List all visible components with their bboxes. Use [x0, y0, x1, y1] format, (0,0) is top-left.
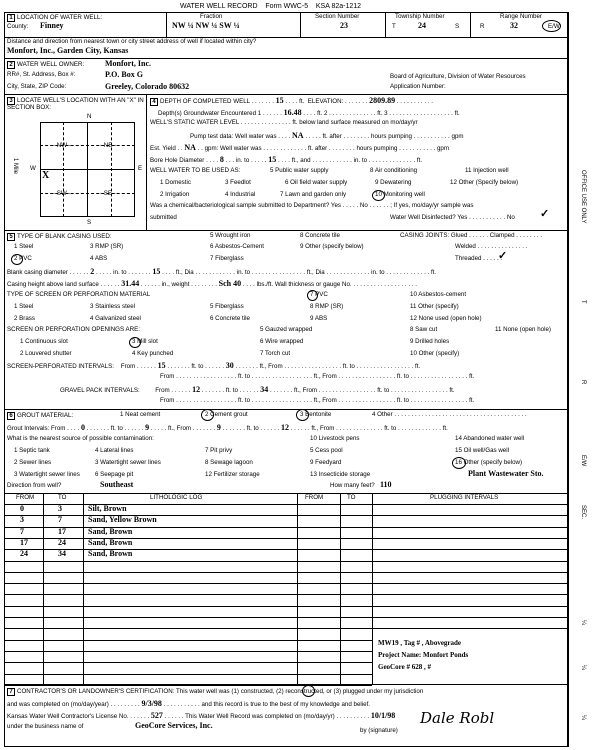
grid-sw: - SW -	[53, 190, 71, 197]
log-from: 3	[20, 515, 24, 525]
contam-16-circle	[452, 457, 466, 469]
screen-8: 8 RMP (SR)	[310, 303, 344, 310]
grout-label: 6 GROUT MATERIAL:	[7, 412, 73, 420]
township-value: 24	[418, 21, 426, 30]
log-header-litho: LITHOLOGIC LOG	[150, 494, 203, 501]
log-from: 0	[20, 504, 24, 513]
log-from: 24	[20, 549, 28, 559]
log-row-line	[4, 651, 372, 652]
mill-slot-circle	[129, 337, 141, 348]
county-value: Finney	[40, 21, 64, 30]
open-4: 4 Key punched	[132, 350, 174, 357]
contam-4: 4 Lateral lines	[95, 447, 134, 454]
contam-9: 12 Fertilizer storage	[205, 471, 260, 478]
spi-row2: From . . . . . . . . . . . . . . . . . . ft. to . . . . . . . . . . . . . . . . . . ft., From . . . . . . . . . . . . . . . . . ft. to . . . . . . . . . . . . . . . . . ft.	[160, 373, 475, 380]
section-value: 23	[340, 21, 348, 30]
use-1: 1 Domestic	[160, 179, 191, 186]
cert-line1: 7 CONTRACTOR'S OR LANDOWNER'S CERTIFICATION: This water well was (1) constructed, (2) reconstructed, or (3) plugged under my jurisdiction	[7, 688, 423, 696]
grout-1: 1 Neat cement	[120, 411, 161, 418]
log-header-from2: FROM	[305, 494, 324, 501]
contam-8: 8 Sewage lagoon	[205, 459, 253, 466]
use-7: 7 Lawn and garden only	[280, 191, 347, 198]
log-row-line	[4, 606, 568, 607]
log-header-to: TO	[58, 494, 67, 501]
open-7: 7 Torch cut	[260, 350, 291, 357]
use-10: 10 Monitoring well	[375, 191, 425, 198]
use-12: 12 Other (Specify below)	[450, 179, 519, 186]
sec5-label: 5 TYPE OF BLANK CASING USED:	[7, 233, 112, 241]
note-2: Project Name: Monfort Ponds	[378, 651, 469, 659]
open-2: 2 Louvered shutter	[20, 350, 72, 357]
contam-5: 3 Watertight sewer lines	[95, 459, 161, 466]
contam-7: 7 Pit privy	[205, 447, 233, 454]
range-label: Range Number	[500, 13, 542, 20]
screen-1: 1 Steel	[14, 303, 34, 310]
note-3: GeoCore # 628 , #	[378, 663, 431, 671]
casing-3: 3 RMP (SR)	[90, 243, 124, 250]
feet-value: 110	[380, 480, 392, 489]
screen-9: 9 ABS	[310, 315, 328, 322]
open-5: 5 Gauzed wrapped	[260, 326, 313, 333]
screen-7: 7 PVC	[310, 291, 328, 298]
casing-5: 5 Wrought iron	[210, 232, 251, 239]
note-1: MW19 , Tag # , Abovegrade	[378, 639, 462, 647]
county-label: County:	[7, 23, 29, 30]
ew-circle	[542, 20, 561, 32]
bore-row: Bore Hole Diameter . . . . 8 . . . in. to . . . . . 15 . . . . ft., and . . . . . . . . . . . . in. to . . . . . . . . . . . . . . ft.	[150, 155, 423, 164]
open-3: 3 Mill slot	[132, 338, 158, 345]
sec2-label: 2 WATER WELL OWNER:	[7, 61, 84, 69]
screen-11: 11 Other (specify)	[410, 303, 459, 310]
open-10: 10 Other (specify)	[410, 350, 460, 357]
contam-plant: Plant Wastewater Sto.	[468, 469, 544, 478]
log-desc: Sand, Brown	[88, 537, 133, 547]
screen-10: 10 Asbestos-cement	[410, 291, 467, 298]
use-9: 9 Dewatering	[375, 179, 412, 186]
grid-e: E	[138, 165, 143, 172]
rr-label: RR#, St. Address, Box #:	[7, 71, 76, 78]
township-t: T	[392, 23, 396, 30]
grout-intervals: Grout Intervals: From . . . . 0 . . . . . . . ft. to . . . . . . 9 . . . . . ft., From . . . . . . . 9 . . . . . . . ft. to . . . . . . 12 . . . . . . ft., From . . . . . . . . . . . . . . ft. to . . . . . . . . . . . . . ft.	[7, 423, 448, 432]
log-from: 17	[20, 537, 28, 547]
grid-n: N	[87, 113, 92, 120]
board-label: Board of Agriculture, Division of Water Resources	[390, 73, 526, 80]
pvc-circle	[11, 254, 23, 265]
side-sec: SEC.	[580, 505, 586, 520]
diameter-row: Blank casing diameter . . . . . . 2 . . . . . in. to . . . . . . . 15 . . . . ft., Dia . . . . . . . . . . . . in. to . . . . . . . . . . . . . . . . ft., Dia . . . . . . . . . . . . . in. to . . . . . . . . . . . . . ft.	[7, 267, 437, 276]
threaded-check: ✓	[498, 250, 508, 262]
use-10-circle	[372, 190, 385, 201]
well-x-mark: X	[42, 170, 50, 181]
rr-value: P.O. Box G	[105, 70, 143, 79]
side-q1: ¼	[580, 620, 586, 626]
gp-row2: From . . . . . . . . . . . . . . . . . . ft. to . . . . . . . . . . . . . . . . . . ft., From . . . . . . . . . . . . . . . . . ft. to . . . . . . . . . . . . . . . . . ft.	[160, 397, 475, 404]
grid-w: W	[30, 165, 36, 172]
welded-row: Welded . . . . . . . . . . . . . . .	[455, 243, 528, 250]
township-s: S	[455, 23, 460, 30]
side-q3: ¼	[580, 715, 586, 721]
contam-14: 14 Abandoned water well	[455, 435, 525, 442]
screen-3: 3 Stainless steel	[90, 303, 136, 310]
side-ew: E/W	[580, 455, 586, 467]
casing-6: 6 Asbestos-Cement	[210, 243, 264, 250]
side-t: T	[580, 300, 586, 304]
grout-2: 2 Cement grout	[205, 411, 248, 418]
sec3-label: 3 LOCATE WELL'S LOCATION WITH AN "X" IN SECTION BOX:	[7, 97, 144, 111]
depth-row: 4 DEPTH OF COMPLETED WELL . . . . . . . 15 . . . . ft. ELEVATION: . . . . . . . 2809.89 . . . . . . . . . . .	[150, 97, 433, 106]
grid-s: S	[87, 219, 92, 226]
casing-2: 2 PVC	[14, 255, 32, 262]
log-desc: Sand, Yellow Brown	[88, 515, 157, 525]
screen-12: 12 None used (open hole)	[410, 315, 482, 322]
range-r: R	[480, 23, 485, 30]
open-6: 6 Wire wrapped	[260, 338, 304, 345]
signature-label: by (signature)	[360, 727, 398, 734]
fraction-label: Fraction	[200, 13, 223, 20]
log-desc: Sand, Brown	[88, 526, 133, 536]
use-3: 3 Feedlot	[225, 179, 251, 186]
contam-1: 1 Septic tank	[14, 447, 50, 454]
use-4: 4 Industrial	[225, 191, 256, 198]
contam-6: 6 Seepage pit	[95, 471, 134, 478]
screen-label: TYPE OF SCREEN OR PERFORATION MATERIAL	[7, 291, 151, 298]
log-desc: Sand, Brown	[88, 549, 133, 559]
range-value: 32	[510, 21, 518, 30]
log-row-line	[4, 561, 568, 562]
constructed-circle	[302, 685, 315, 697]
contam-11: 5 Cess pool	[310, 447, 343, 454]
use-11: 11 Injection well	[465, 167, 509, 174]
screen-5: 5 Fiberglass	[210, 303, 244, 310]
log-to: 34	[58, 549, 66, 559]
owner-value: Monfort, Inc.	[105, 59, 151, 68]
city-value: Greeley, Colorado 80632	[105, 82, 190, 91]
chem-row: Was a chemical/bacteriological sample submitted to Department? Yes . . . . . No . . . . . . ; If yes, mo/day/yr sample was	[150, 202, 474, 209]
direction-label: Direction from well?	[7, 482, 62, 489]
side-q2: ¼	[580, 665, 586, 671]
log-to: 24	[58, 537, 66, 547]
use-5: 5 Public water supply	[270, 167, 329, 174]
groundwater-row: Depth(s) Groundwater Encountered 1 . . . . . . 16.48 . . . . ft. 2 . . . . . . . . . . . . . . ft. 3 . . . . . . . . . . . . . . . . . . . ft.	[158, 108, 460, 117]
yield-row: Est. Yield . . NA . . gpm: Well water was . . . . . . . . . . . . . ft. after . . . . . . . . hours pumping . . . . . . . . . . . gpm	[150, 143, 449, 152]
contam-label: What is the nearest source of possible contamination:	[7, 435, 154, 442]
casing-8: 8 Concrete tile	[300, 232, 340, 239]
log-to: 7	[58, 515, 62, 525]
open-9: 9 Drilled holes	[410, 338, 450, 345]
log-row-line	[4, 674, 372, 675]
distance-value: Monfort, Inc., Garden City, Kansas	[7, 46, 129, 55]
signature: Dale Robl	[420, 709, 495, 727]
grout-4: 4 Other . . . . . . . . . . . . . . . . . . . . . . . . . . . . . . . . . . . . . . .	[372, 411, 527, 418]
log-row-line	[4, 628, 568, 629]
casing-7: 7 Fiberglass	[210, 255, 244, 262]
cert-line3: Kansas Water Well Contractor's License No. . . . . . . 527 . . . . . . This Water Well Record was completed on (mo/day/yr) . . . . . . . . . . 10/1/98	[7, 711, 396, 720]
grout-3: 3 Bentonite	[300, 411, 332, 418]
log-row-line	[4, 594, 568, 595]
contam-15: 15 Oil well/Gas well	[455, 447, 509, 454]
pump-row: Pump test data: Well water was . . . . NA . . . . . ft. after . . . . . . . . hours pumping . . . . . . . . . . . gpm	[190, 131, 464, 140]
open-8: 8 Saw cut	[410, 326, 438, 333]
mile-label: 1 Mile	[12, 158, 18, 175]
log-to: 3	[58, 504, 62, 513]
use-8: 8 Air conditioning	[370, 167, 418, 174]
contam-12: 9 Feedyard	[310, 459, 342, 466]
log-to: 17	[58, 526, 66, 536]
log-row-line	[4, 640, 372, 641]
grout-3-circle	[296, 409, 309, 421]
height-row: Casing height above land surface . . . . . . 31.44 . . . . . . in., weight . . . . . . . . Sch 40 . . . . lbs./ft. Wall thickness or gauge No. . . . . . . . . . . . . . . . . . . .	[7, 279, 417, 288]
threaded-row: Threaded . . . . . .	[455, 255, 503, 262]
contam-10: 10 Livestock pens	[310, 435, 360, 442]
business-label: under the business name of	[7, 723, 84, 730]
casing-4: 4 ABS	[90, 255, 108, 262]
section-label: Section Number	[315, 13, 360, 20]
joints-row: CASING JOINTS: Glued . . . . . . Clamped . . . . . . . .	[400, 232, 543, 239]
feet-label: How many feet?	[330, 482, 375, 489]
cert-line2: and was completed on (mo/day/year) . . . . . . . . . 9/3/98 . . . . . . . . . . . and this record is true to the best of my knowledge and belief.	[7, 699, 371, 708]
casing-9: 9 Other (specify below)	[300, 243, 364, 250]
screen-2: 2 Brass	[14, 315, 35, 322]
contam-13: 13 Insecticide storage	[310, 471, 371, 478]
side-r: R	[580, 380, 586, 385]
sec1-label: 1 LOCATION OF WATER WELL:	[7, 14, 102, 22]
log-from: 7	[20, 526, 24, 536]
city-label: City, State, ZIP Code:	[7, 83, 67, 90]
screen-4: 4 Galvanized steel	[90, 315, 141, 322]
log-row-line	[4, 662, 372, 663]
screen-pvc-circle	[307, 290, 318, 301]
use-2: 2 Irrigation	[160, 191, 190, 198]
screen-6: 6 Concrete tile	[210, 315, 250, 322]
grid-se: - SE -	[100, 190, 116, 197]
grid-nw: - NW -	[53, 142, 71, 149]
static-row: WELL'S STATIC WATER LEVEL . . . . . . . . . . . . . . . ft. below land surface measured on mo/day/yr	[150, 119, 418, 126]
disinfected-row: Water Well Disinfected? Yes . . . . . . . . . . . No	[390, 214, 515, 221]
casing-1: 1 Steel	[14, 243, 34, 250]
submitted-label: submitted	[150, 214, 177, 221]
log-header-to2: TO	[347, 494, 356, 501]
range-ew: E/W	[548, 23, 560, 30]
open-1: 1 Continuous slot	[20, 338, 68, 345]
log-row-line	[4, 617, 568, 618]
log-row-line	[4, 572, 568, 573]
open-11: 11 None (open hole)	[495, 326, 551, 333]
log-header-from: FROM	[16, 494, 35, 501]
log-row-line	[4, 583, 568, 584]
contam-3: 3 Watertight sewer lines	[14, 471, 80, 478]
gp-row1: GRAVEL PACK INTERVALS: From . . . . . . 12 . . . . . . . ft. to . . . . . . 34 . . . . . . . ft., From . . . . . . . . . . . . . . . . . ft. to . . . . . . . . . . . . . . . . . ft.	[60, 385, 455, 394]
log-desc: Silt, Brown	[88, 504, 127, 513]
business-value: GeoCore Services, Inc.	[135, 721, 213, 730]
direction-value: Southeast	[100, 480, 134, 489]
contam-2: 2 Sewer lines	[14, 459, 52, 466]
form-header: WATER WELL RECORD Form WWC-5 KSA 82a-1212	[180, 3, 362, 10]
disinfected-check: ✓	[540, 208, 550, 220]
fraction-value: NW ¼ NW ¼ SW ¼	[172, 21, 240, 30]
grid-ne: - NE -	[100, 142, 117, 149]
openings-label: SCREEN OR PERFORATION OPENINGS ARE:	[7, 326, 140, 333]
log-header-plug: PLUGGING INTERVALS	[430, 494, 499, 501]
distance-label: Distance and direction from nearest town or city street address of well if located within city?	[7, 38, 257, 45]
spi-row1: SCREEN-PERFORATED INTERVALS: From . . . . . . 15 . . . . . . . ft. to . . . . . . 30 . . . . . . . ft., From . . . . . . . . . . . . . . . . . ft. to . . . . . . . . . . . . . . . . . ft.	[7, 361, 421, 370]
township-label: Township Number	[395, 13, 445, 20]
use-6: 6 Oil field water supply	[285, 179, 348, 186]
use-label: WELL WATER TO BE USED AS:	[150, 167, 241, 174]
application-label: Application Number:	[390, 83, 446, 90]
office-use-label: OFFICE USE ONLY	[580, 170, 586, 224]
grout-2-circle	[201, 409, 214, 421]
contam-16: 16 Other (specify below)	[455, 459, 523, 466]
